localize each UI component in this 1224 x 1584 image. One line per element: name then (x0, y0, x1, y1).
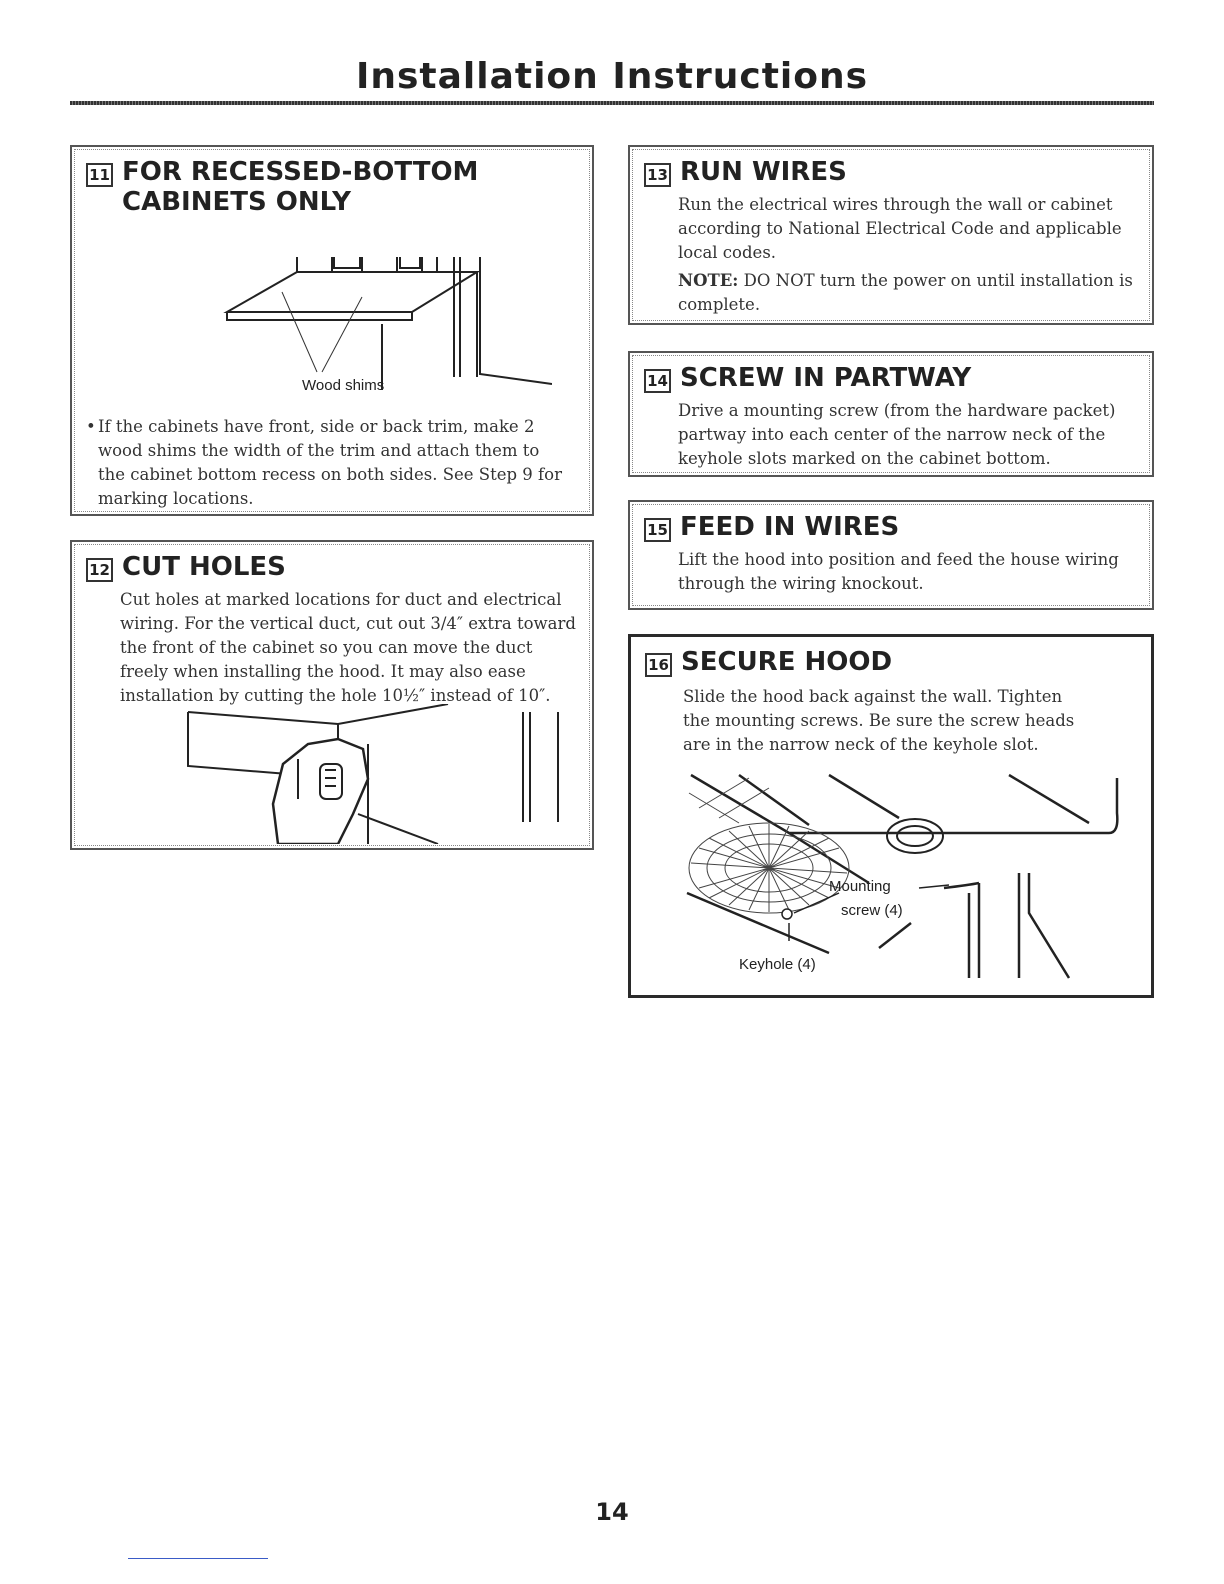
step-14-number: 14 (644, 369, 671, 393)
screw-label: screw (4) (841, 902, 903, 919)
step-16-text: Slide the hood back against the wall. Tighten the mounting screws. Be sure the screw heads are in the narrow neck of the keyhole slot. (683, 687, 1075, 754)
wood-shims-label: Wood shims (302, 377, 385, 392)
mounting-label: Mounting (829, 878, 891, 895)
footer-link-underline[interactable] (128, 1558, 268, 1559)
secure-hood-illustration (679, 773, 1149, 993)
step-13-body (678, 193, 1142, 317)
page-number: 14 (595, 1498, 629, 1526)
step-16-body (683, 685, 1093, 757)
step-13-header (644, 157, 847, 187)
step-12-title: CUT HOLES (122, 552, 286, 582)
step-11-body (98, 415, 568, 511)
step-14-header (644, 363, 971, 393)
step-15-number: 15 (644, 518, 671, 542)
step-13-note-text: DO NOT turn the power on until installation is complete. (678, 271, 1133, 314)
step-11-number: 11 (86, 163, 113, 187)
page-title: Installation Instructions (355, 56, 869, 97)
step-16-title: SECURE HOOD (681, 647, 893, 677)
step-12-text: Cut holes at marked locations for duct and electrical wiring. For the vertical duct, cut out 3/4″ extra toward the front of the cabinet so you can move the duct freely when installing the hood. It may also ease installation by cutting the hole 10½″ instead of 10″. (120, 590, 576, 705)
step-12-body (120, 588, 584, 708)
title-divider (70, 101, 1154, 105)
step-16-header (645, 647, 892, 677)
step-13-text: Run the electrical wires through the wall or cabinet according to National Electrical Code and applicable local codes. (678, 195, 1122, 262)
step-11-header (86, 157, 478, 217)
step-14-body (678, 399, 1146, 471)
step-14-text: Drive a mounting screw (from the hardware packet) partway into each center of the narrow neck of the keyhole slots marked on the cabinet bottom. (678, 401, 1116, 468)
step-15-title: FEED IN WIRES (680, 512, 900, 542)
step-11-panel (70, 145, 594, 516)
step-13-panel (628, 145, 1154, 325)
step-12-header (86, 552, 286, 582)
step-12-number: 12 (86, 558, 113, 582)
step-11-title: FOR RECESSED-BOTTOM CABINETS ONLY (122, 157, 479, 217)
step-16-panel (628, 634, 1154, 998)
cut-holes-illustration (168, 704, 588, 844)
step-15-text: Lift the hood into position and feed the house wiring through the wiring knockout. (678, 550, 1119, 593)
step-13-number: 13 (644, 163, 671, 187)
step-16-number: 16 (645, 653, 672, 677)
step-15-header (644, 512, 899, 542)
keyhole-label: Keyhole (4) (739, 956, 816, 973)
step-15-panel (628, 500, 1154, 610)
step-14-panel (628, 351, 1154, 477)
wood-shims-illustration (222, 252, 552, 392)
step-12-panel (70, 540, 594, 850)
step-14-title: SCREW IN PARTWAY (680, 363, 972, 393)
step-11-bullet-text: • If the cabinets have front, side or back trim, make 2 wood shims the width of the trim and attach them to the cabinet bottom recess on both sides. See Step 9 for marking locations. (98, 415, 568, 511)
step-13-note (678, 269, 1142, 317)
step-15-body (678, 548, 1142, 596)
step-13-note-label: NOTE: (678, 271, 739, 290)
step-13-title: RUN WIRES (680, 157, 847, 187)
